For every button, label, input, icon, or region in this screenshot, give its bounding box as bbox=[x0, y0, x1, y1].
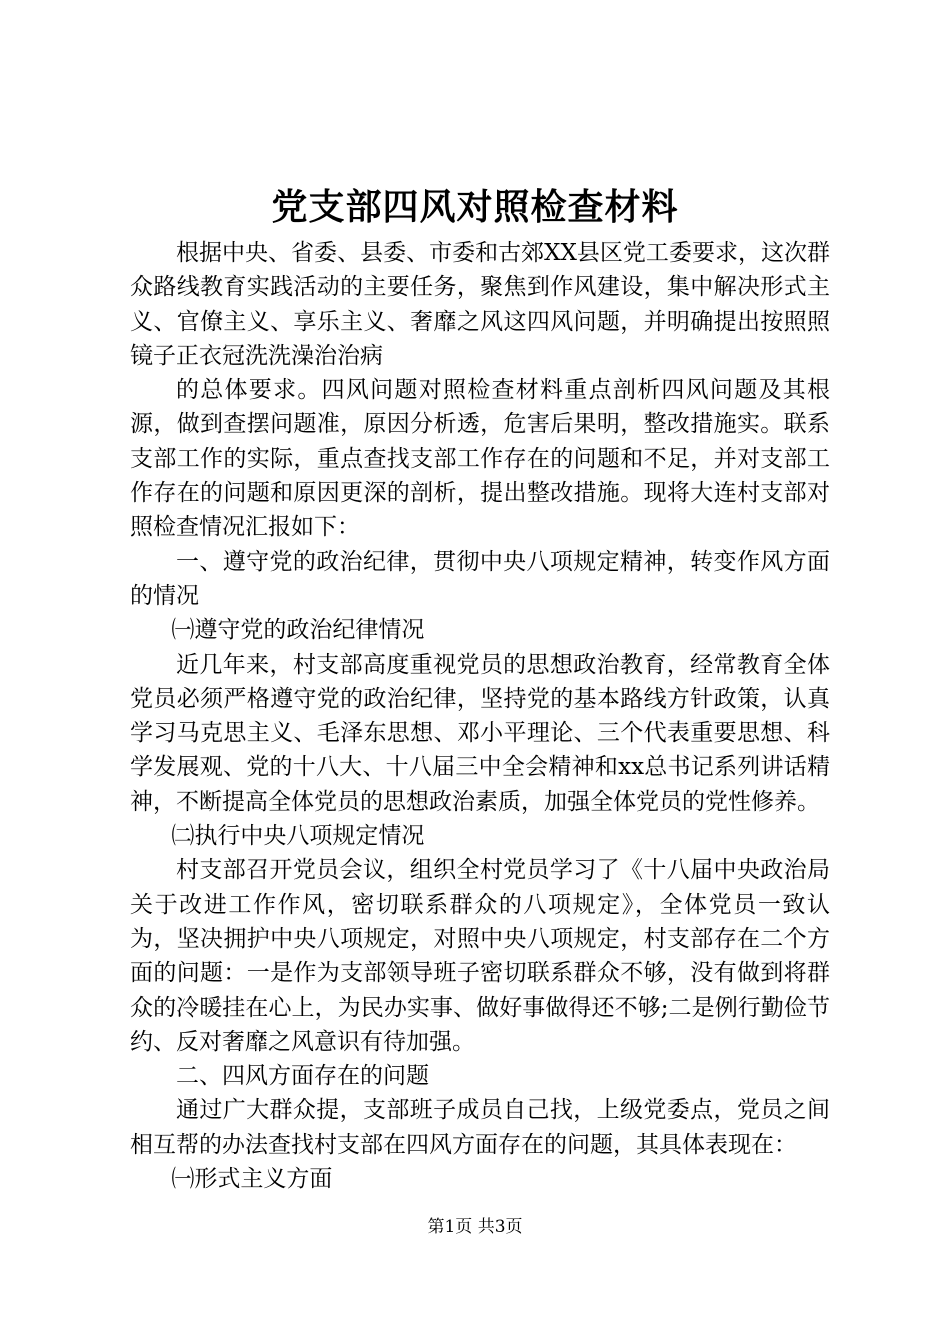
section-heading-1: 一、遵守党的政治纪律，贯彻中央八项规定精神，转变作风方面的情况 bbox=[130, 548, 830, 609]
page-footer: 第1页 共3页 bbox=[427, 1217, 523, 1237]
document-body bbox=[130, 236, 830, 1196]
paragraph-eight-rules: 村支部召开党员会议，组织全村党员学习了《十八届中央政治局关于改进工作作风，密切联系群众的八项规定》，全体党员一致认为，坚决拥护中央八项规定，对照中央八项规定，村支部存在二个方面的问题：一是作为支部领导班子密切联系群众不够，没有做到将群众的冷暖挂在心上，为民办实事、做好事做得还不够;二是例行勤俭节约、反对奢靡之风意识有待加强。 bbox=[130, 857, 830, 1055]
subsection-heading-2-1: ㈠形式主义方面 bbox=[171, 1166, 333, 1193]
paragraph-political-discipline: 近几年来，村支部高度重视党员的思想政治教育，经常教育全体党员必须严格遵守党的政治纪律，坚持党的基本路线方针政策，认真学习马克思主义、毛泽东思想、邓小平理论、三个代表重要思想、科学发展观、党的十八大、十八届三中全会精神和xx总书记系列讲话精神，不断提高全体党员的思想政治素质，加强全体党员的党性修养。 bbox=[130, 651, 830, 815]
subsection-heading-1-2: ㈡执行中央八项规定情况 bbox=[171, 823, 425, 850]
section-heading-2: 二、四风方面存在的问题 bbox=[176, 1063, 429, 1090]
paragraph-requirements: 的总体要求。四风问题对照检查材料重点剖析四风问题及其根源，做到查摆问题准，原因分析透，危害后果明，整改措施实。联系支部工作的实际，重点查找支部工作存在的问题和不足，并对支部工作存在的问题和原因更深的剖析，提出整改措施。现将大连村支部对照检查情况汇报如下： bbox=[130, 377, 830, 541]
subsection-heading-1-1: ㈠遵守党的政治纪律情况 bbox=[171, 617, 425, 644]
document-title: 党支部四风对照检查材料 bbox=[271, 186, 679, 228]
paragraph-problem-finding: 通过广大群众提，支部班子成员自己找，上级党委点，党员之间相互帮的办法查找村支部在四风方面存在的问题，其具体表现在： bbox=[130, 1097, 830, 1158]
paragraph-intro: 根据中央、省委、县委、市委和古郊XX县区党工委要求，这次群众路线教育实践活动的主要任务，聚焦到作风建设，集中解决形式主义、官僚主义、享乐主义、奢靡之风这四风问题，并明确提出按照照镜子正衣冠洗洗澡治治病 bbox=[130, 240, 830, 369]
